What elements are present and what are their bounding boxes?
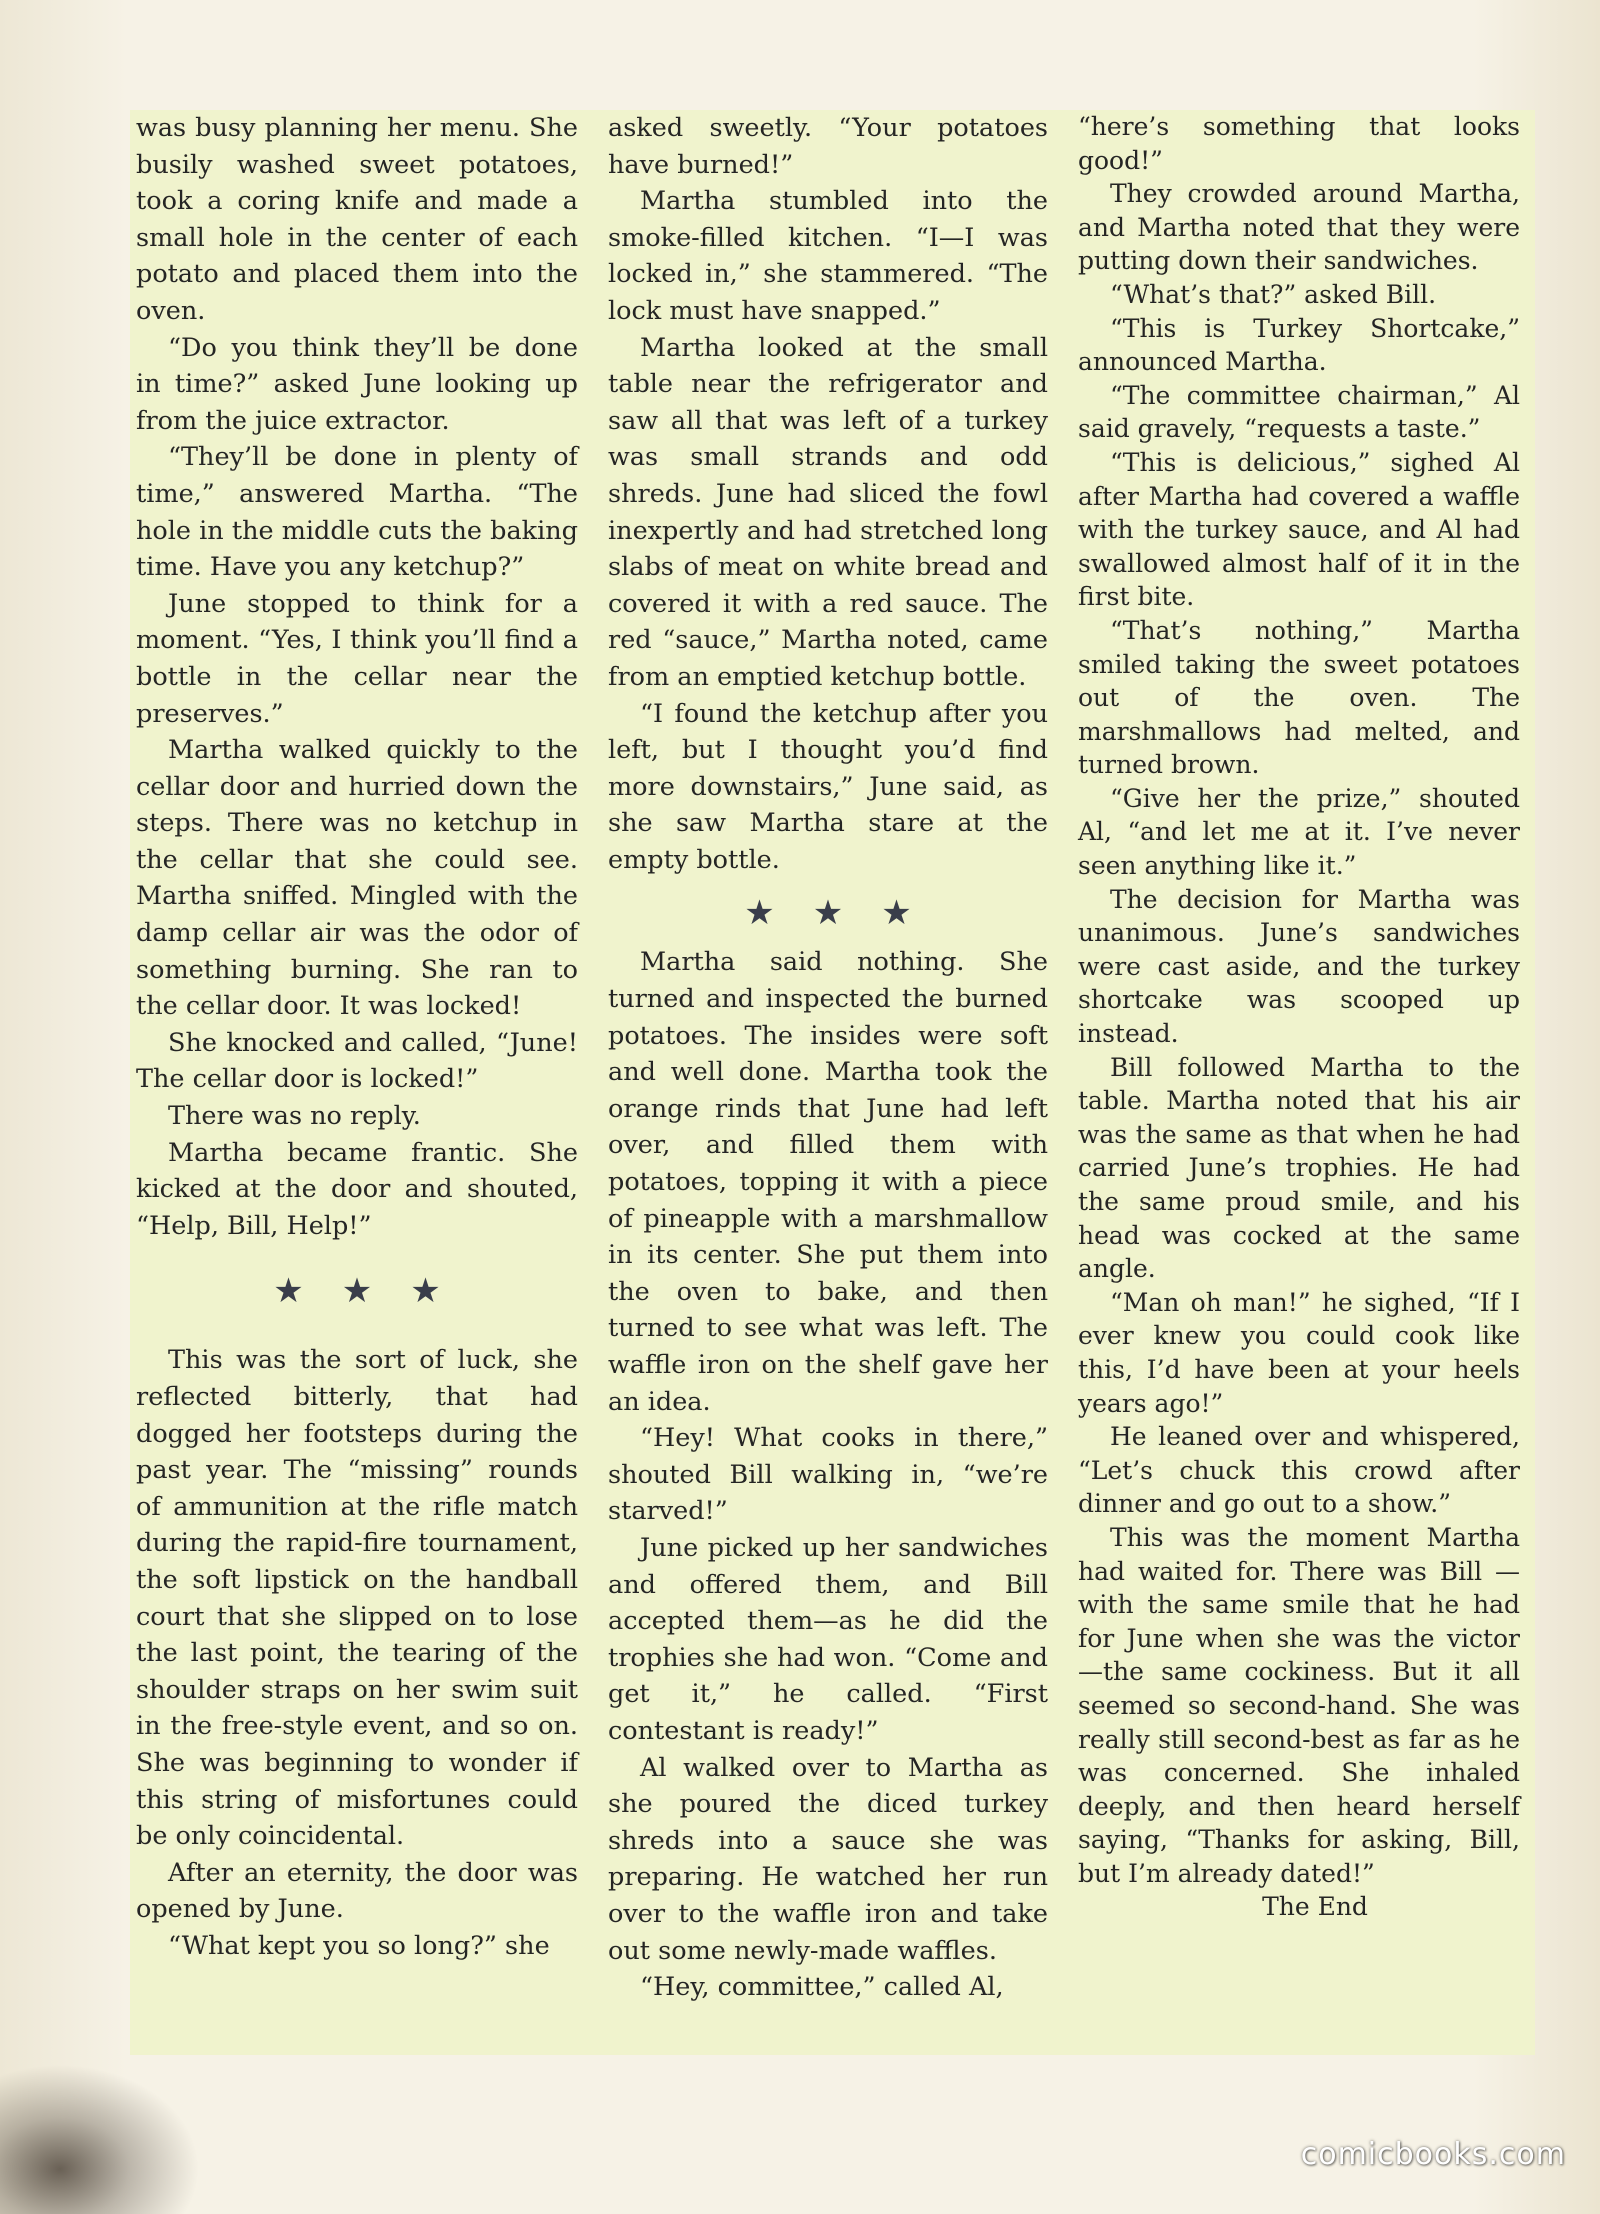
paragraph: “What’s that?” asked Bill. xyxy=(1110,279,1437,309)
paragraph: “This is Turkey Shortcake,” announced Martha. xyxy=(1078,313,1520,377)
text-column-2 xyxy=(608,110,1048,2006)
paragraph: She knocked and called, “June! The cellar door is locked!” xyxy=(136,1027,578,1095)
paragraph: He leaned over and whispered, “Let’s chuck this crowd after dinner and go out to a show.” xyxy=(1078,1422,1520,1519)
paragraph: “Hey! What cooks in there,” shouted Bill walking in, “we’re starved!” xyxy=(608,1423,1048,1527)
paragraph: Martha walked quickly to the cellar door and hurried down the steps. There was no ketchup in the cellar that she could see. Martha sniffed. Mingled with the damp cellar air was the odor of something burning. She ran to the cellar door. It was locked! xyxy=(136,735,578,1022)
paragraph: asked sweetly. “Your potatoes have burned!” xyxy=(608,113,1048,180)
paragraph: June stopped to think for a moment. “Yes, I think you’ll find a bottle in the cellar near the preserves.” xyxy=(136,588,578,729)
paragraph: “The committee chairman,” Al said gravely, “requests a taste.” xyxy=(1078,380,1520,444)
paragraph: June picked up her sandwiches and offered them, and Bill accepted them—as he did the trophies she had won. “Come and get it,” he called. “First contestant is ready!” xyxy=(608,1532,1048,1746)
paragraph: There was no reply. xyxy=(168,1101,421,1132)
paragraph: was busy planning her menu. She busily washed sweet potatoes, took a coring knife and made a small hole in the center of each potato and placed them into the oven. xyxy=(136,113,578,326)
text-column-1 xyxy=(136,110,578,1965)
paragraph: “What kept you so long?” she xyxy=(168,1930,550,1961)
paragraph: “Man oh man!” he sighed, “If I ever knew you could cook like this, I’d have been at your heels years ago!” xyxy=(1078,1287,1520,1418)
paragraph: “This is delicious,” sighed Al after Martha had covered a waffle with the turkey sauce, and Al had swallowed almost half of it in the first bite. xyxy=(1078,447,1520,612)
site-watermark: comicbooks.com xyxy=(1300,2137,1566,2172)
paragraph: Martha stumbled into the smoke-filled kitchen. “I—I was locked in,” she stammered. “The lock must have snapped.” xyxy=(608,186,1048,326)
paragraph: Bill followed Martha to the table. Martha noted that his air was the same as that when he had carried June’s trophies. He had the same proud smile, and his head was cocked at the same angle. xyxy=(1078,1052,1520,1284)
text-column-3 xyxy=(1078,110,1520,1924)
paragraph: This was the sort of luck, she reflected bitterly, that had dogged her footsteps during the past year. The “missing” rounds of ammunition at the rifle match during the rapid-fire tournament, the soft lipstick on the handball court that she slipped on to lose the last point, the tearing of the shoulder straps on her swim suit in the free-style event, and so on. She was beginning to wonder if this string of misfortunes could be only coincidental. xyxy=(136,1345,578,1852)
paragraph: “Do you think they’ll be done in time?” asked June looking up from the juice extractor. xyxy=(136,332,578,436)
paragraph: “Give her the prize,” shouted Al, “and let me at it. I’ve never seen anything like it.” xyxy=(1078,783,1520,881)
paragraph: “They’ll be done in plenty of time,” answered Martha. “The hole in the middle cuts the baking time. Have you any ketchup?” xyxy=(136,442,578,583)
paragraph: “I found the ketchup after you left, but I thought you’d find more downstairs,” June said, as she saw Martha stare at the empty bottle. xyxy=(608,698,1048,875)
paragraph: This was the moment Martha had waited for. There was Bill —with the same smile that he had for June when she was the victor —the same cockiness. But it all seemed so second-hand. She was really still second-best as far as he was concerned. She inhaled deeply, and then heard herself saying, “Thanks for asking, Bill, but I’m already dated!” xyxy=(1078,1522,1520,1888)
paragraph: They crowded around Martha, and Martha noted that they were putting down their sandwiches. xyxy=(1078,179,1520,276)
paragraph: “That’s nothing,” Martha smiled taking the sweet potatoes out of the oven. The marshmallows had melted, and turned brown. xyxy=(1078,615,1520,780)
paragraph: “Hey, committee,” called Al, xyxy=(640,1972,1004,2003)
paragraph: After an eternity, the door was opened by June. xyxy=(136,1857,578,1925)
story-end-label: The End xyxy=(1262,1892,1368,1922)
paragraph: “here’s something that looks good!” xyxy=(1078,112,1520,175)
corner-smudge xyxy=(0,2064,200,2214)
section-break-stars: ★★★ xyxy=(273,1271,479,1312)
paragraph: The decision for Martha was unanimous. June’s sandwiches were cast aside, and the turkey shortcake was scooped up instead. xyxy=(1078,884,1520,1049)
paragraph: Martha said nothing. She turned and inspected the burned potatoes. The insides were soft and well done. Martha took the orange rinds that June had left over, and filled them with potatoes, topping it with a piece of pineapple with a marshmallow in its center. She put them into the oven to bake, and then turned to see what was left. The waffle iron on the shelf gave her an idea. xyxy=(608,947,1048,1417)
section-break-stars: ★★★ xyxy=(744,893,950,934)
paragraph: Martha became frantic. She kicked at the door and shouted, “Help, Bill, Help!” xyxy=(136,1137,578,1241)
paragraph: Al walked over to Martha as she poured the diced turkey shreds into a sauce she was preparing. He watched her run over to the waffle iron and take out some newly-made waffles. xyxy=(608,1752,1048,1966)
paragraph: Martha looked at the small table near the refrigerator and saw all that was left of a turkey was small strands and odd shreds. June had sliced the fowl inexpertly and had stretched long slabs of meat on white bread and covered it with a red sauce. The red “sauce,” Martha noted, came from an emptied ketchup bottle. xyxy=(608,332,1048,692)
